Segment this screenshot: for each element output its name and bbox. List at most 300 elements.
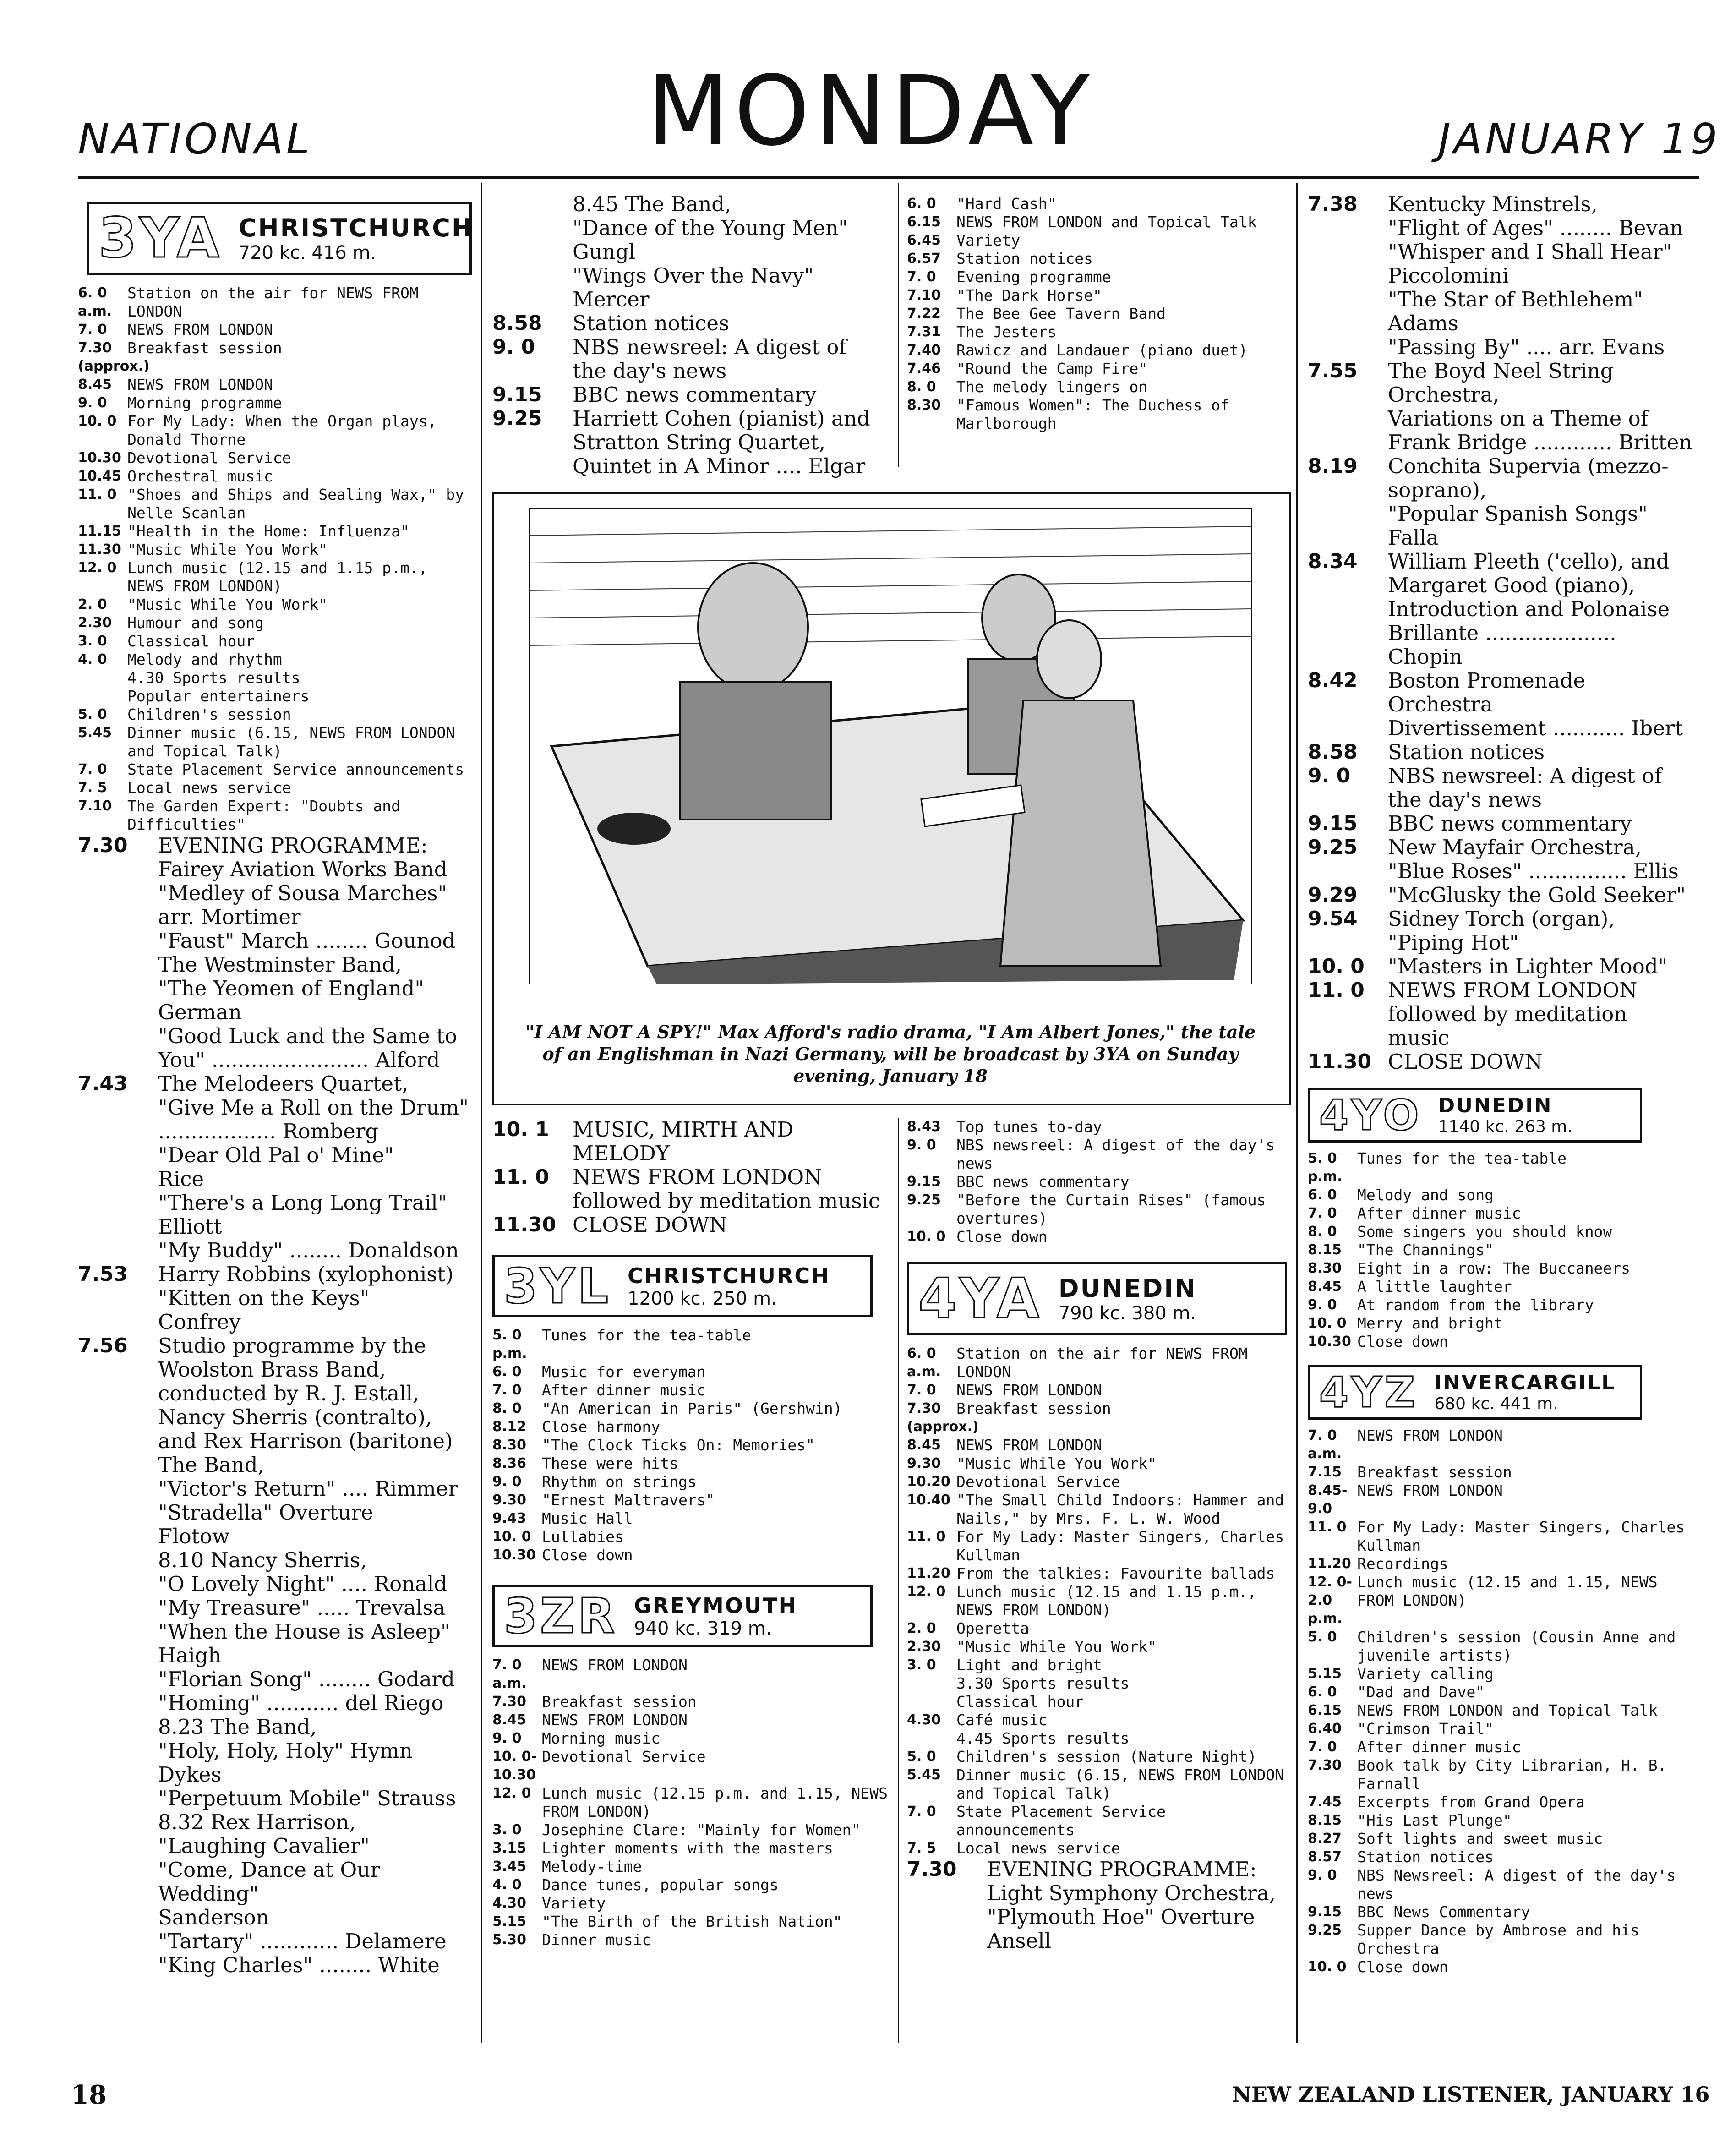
station-3ya-call: 3YA (98, 206, 222, 270)
3ya-evening-title: Flotow (158, 1524, 230, 1548)
4ya-program-item (907, 1711, 1287, 1729)
3yl-late-item (907, 1191, 1287, 1228)
station-4yo-freq: 1140 kc. 263 m. (1438, 1117, 1572, 1136)
4yz-program-title: Book talk by City Librarian, H. B. Farnall (1357, 1756, 1667, 1793)
4ya-continued-time: 8.42 (1308, 669, 1358, 692)
3ya-evening-time (78, 1501, 158, 1525)
3ya-evening-title: Dykes (158, 1762, 222, 1787)
4yo-program-time: 5. 0 p.m. (1308, 1150, 1343, 1185)
4ya-evening-title: EVENING PROGRAMME: (987, 1857, 1257, 1881)
3zr-program-item (492, 1931, 891, 1949)
4ya-evening-time (907, 1905, 987, 1929)
4ya-continued-item (1308, 216, 1695, 240)
3ya-evening-title: EVENING PROGRAMME: (158, 833, 428, 858)
3ya-evening-time (78, 905, 158, 929)
3ya-program-title: "Health in the Home: Influenza" (127, 522, 409, 540)
3ya-program-title: "Music While You Work" (127, 596, 328, 613)
station-4yo-box (1308, 1088, 1642, 1143)
4ya-program-title: "Music While You Work" (956, 1638, 1157, 1656)
3zr-program-title: Morning music (542, 1729, 661, 1747)
3ya-program-title: Melody and rhythm (127, 651, 282, 668)
4yo-program-item (1308, 1241, 1695, 1259)
station-4yo-call: 4YO (1319, 1090, 1422, 1140)
3ya-program-time: 11. 0 (78, 487, 117, 503)
3ya-program-title: Orchestral music (127, 467, 273, 485)
4ya-program-title: Station on the air for NEWS FROM LONDON (956, 1345, 1248, 1381)
3ya-evening-item (78, 1787, 472, 1810)
divider-2 (898, 183, 899, 467)
4ya-program-item (907, 1729, 1287, 1748)
3ya-program-time: 7. 0 (78, 761, 107, 777)
4ya-program-item (907, 1766, 1287, 1803)
4ya-continued-time: 9.54 (1308, 907, 1358, 930)
3ya-evening-time (78, 881, 158, 905)
3yl-evening-item (907, 213, 1287, 231)
3zr-program-item (492, 1839, 891, 1858)
4yo-program-title: Close down (1357, 1333, 1448, 1350)
4ya-continued-item (1308, 907, 1695, 931)
3ya-evening-title: 8.10 Nancy Sherris, (158, 1548, 367, 1572)
3ya-evening-title: Elliott (158, 1214, 222, 1239)
3ya-program-time: 4. 0 (78, 651, 107, 667)
4yz-program-time: 9. 0 (1308, 1867, 1337, 1883)
4ya-program-item (907, 1491, 1287, 1528)
3ya-program-time: 7. 0 (78, 322, 107, 338)
4ya-program-time: 7. 0 (907, 1382, 936, 1398)
4ya-continued-time (1308, 931, 1388, 955)
4ya-continued-item (1308, 764, 1695, 812)
4ya-continued-title: Kentucky Minstrels, (1388, 192, 1598, 216)
4ya-continued-time (1308, 216, 1388, 240)
3yl-late-time: 10. 0 (907, 1229, 946, 1245)
3ya-evening-item (78, 1667, 472, 1691)
3yl-late-time: 9.15 (907, 1174, 941, 1190)
3yl-program-item (492, 1381, 891, 1400)
3ya-program-title: Popular entertainers (127, 687, 310, 705)
4ya-program-item (907, 1345, 1287, 1381)
3ya-program-time: 7. 5 (78, 780, 107, 796)
3zr-program-title: NEWS FROM LONDON (542, 1711, 688, 1729)
3ya-continued-time (492, 288, 573, 312)
4ya-continued-item (1308, 454, 1695, 502)
3yl-late-item (907, 1118, 1287, 1136)
4yz-program-time: 7.30 (1308, 1757, 1342, 1773)
3zr-program-title: Variety (542, 1894, 606, 1912)
3yl-program-time: 9.30 (492, 1492, 527, 1508)
3zr-program-time: 4.30 (492, 1895, 527, 1911)
4ya-program-time: 7. 0 (907, 1804, 936, 1820)
3ya-evening-item (78, 1596, 472, 1620)
3yl-evening-time: 6.15 (907, 214, 941, 230)
4yz-program-title: Supper Dance by Ambrose and his Orchestra (1357, 1921, 1639, 1957)
3ya-program-item (78, 724, 472, 760)
3yl-late-time: 9. 0 (907, 1137, 936, 1153)
4yz-program-title: Excerpts from Grand Opera (1357, 1793, 1585, 1811)
4ya-continued-time (1308, 526, 1388, 550)
4yo-program-time: 8.45 (1308, 1279, 1342, 1295)
4ya-continued-title: BBC news commentary (1388, 811, 1632, 836)
3ya-evening-item (78, 929, 472, 953)
station-4ya-call: 4YA (918, 1267, 1042, 1331)
3yl-program-item (492, 1491, 891, 1509)
3yl-program-title: Close harmony (542, 1418, 661, 1436)
4ya-program-item (907, 1674, 1287, 1693)
4ya-continued-time (1308, 859, 1388, 883)
4yz-program-time: 8.15 (1308, 1812, 1342, 1828)
3yl-late-title: "Before the Curtain Rises" (famous overtures) (956, 1191, 1266, 1227)
3yl-evening-item (907, 286, 1287, 305)
3ya-late-item (492, 1118, 891, 1165)
3zr-program-title: Dinner music (542, 1931, 651, 1949)
3ya-program-time (78, 687, 127, 705)
4yz-program-time: 9.15 (1308, 1904, 1342, 1920)
3ya-evening-time (78, 1167, 158, 1191)
3yl-late-item (907, 1228, 1287, 1246)
3ya-continued-title: BBC news commentary (573, 383, 817, 407)
4ya-program-title: Local news service (956, 1839, 1120, 1857)
4ya-continued-time: 8.58 (1308, 740, 1358, 764)
3yl-evening-time: 6. 0 (907, 196, 936, 212)
4yz-program-title: For My Lady: Master Singers, Charles Kullman (1357, 1518, 1685, 1554)
3ya-evening-title: 8.23 The Band, (158, 1715, 317, 1739)
4yz-program-item (1308, 1738, 1695, 1756)
3yl-evening-item (907, 360, 1287, 378)
3yl-program-item (492, 1418, 891, 1436)
4yz-program-time: 7.45 (1308, 1794, 1342, 1810)
4ya-continued-title: Conchita Supervia (mezzo-soprano), (1388, 454, 1669, 502)
3ya-evening-time (78, 1644, 158, 1667)
3ya-evening-item (78, 1763, 472, 1787)
4ya-program-item (907, 1583, 1287, 1619)
4yz-program-time: 6.40 (1308, 1721, 1342, 1737)
3ya-evening-item (78, 1334, 472, 1453)
4yz-program-title: "Crimson Trail" (1357, 1720, 1494, 1738)
3ya-evening-item (78, 1834, 472, 1858)
3ya-program-item (78, 632, 472, 651)
3ya-evening-item (78, 1906, 472, 1930)
3yl-evening-item (907, 378, 1287, 396)
3ya-evening-time (78, 1239, 158, 1263)
4ya-evening-item (907, 1858, 1287, 1881)
4ya-continued-time: 8.19 (1308, 454, 1358, 478)
3ya-evening-item (78, 1215, 472, 1239)
4ya-continued-item (1308, 931, 1695, 955)
3ya-continued-title: Station notices (573, 311, 730, 335)
4ya-program-time: 8.45 (907, 1437, 941, 1453)
3yl-late-title: BBC news commentary (956, 1173, 1130, 1191)
3zr-program-title: Breakfast session (542, 1693, 697, 1711)
3ya-evening-item (78, 1620, 472, 1644)
3ya-program-time: 8.45 (78, 377, 112, 393)
4ya-program-time: 10.20 (907, 1474, 950, 1490)
3ya-continued-item (492, 264, 886, 288)
4ya-program-title: For My Lady: Master Singers, Charles Kullman (956, 1528, 1284, 1564)
3ya-evening-item (78, 1143, 472, 1167)
3yl-program-title: Tunes for the tea-table (542, 1326, 751, 1344)
3ya-continued-title: NBS newsreel: A digest of the day's news (573, 335, 847, 383)
station-3yl-city: CHRISTCHURCH (628, 1263, 830, 1288)
3ya-program-time: 7.10 (78, 798, 112, 814)
3ya-evening-time (78, 929, 158, 953)
4ya-continued-title: Sidney Torch (organ), (1388, 907, 1615, 931)
4ya-continued-item (1308, 716, 1695, 740)
3yl-program-title: After dinner music (542, 1381, 706, 1399)
3ya-continued-item (492, 335, 886, 383)
3ya-evening-title: "Medley of Sousa Marches" (158, 881, 448, 905)
3ya-program-item (78, 339, 472, 376)
4ya-continued-item (1308, 335, 1695, 359)
4yo-program-item (1308, 1223, 1695, 1241)
3yl-late-time: 8.43 (907, 1119, 941, 1135)
3ya-evening-title: "Faust" March ........ Gounod (158, 929, 456, 953)
4ya-program-time: 6. 0 a.m. (907, 1345, 941, 1380)
4ya-continued-item (1308, 859, 1695, 883)
station-3ya-city: CHRISTCHURCH (238, 213, 474, 242)
4yz-program-item (1308, 1683, 1695, 1701)
4ya-continued-time (1308, 288, 1388, 312)
3yl-program-item (492, 1473, 891, 1491)
station-3yl-call: 3YL (504, 1258, 611, 1314)
3ya-program-item (78, 596, 472, 614)
3ya-evening-title: "King Charles" ........ White (158, 1953, 440, 1977)
3ya-evening-title: "Laughing Cavalier" (158, 1834, 370, 1858)
3yl-evening-time: 7.40 (907, 342, 941, 358)
3ya-evening-title: "Holy, Holy, Holy" Hymn (158, 1739, 413, 1763)
3yl-program-time: 8.12 (492, 1419, 527, 1435)
3yl-late-item (907, 1136, 1287, 1173)
3ya-program-title: Morning programme (127, 394, 282, 412)
4yz-program-item (1308, 1756, 1695, 1793)
3ya-program-title: Lunch music (12.15 and 1.15 p.m., NEWS FROM LONDON) (127, 559, 428, 595)
3ya-evening-title: "Come, Dance at Our Wedding" (158, 1858, 380, 1906)
3ya-evening-title: "My Buddy" ........ Donaldson (158, 1238, 459, 1263)
4yz-program-time: 9.25 (1308, 1922, 1342, 1938)
3yl-program-item (492, 1454, 891, 1473)
4yz-program-title: Children's session (Cousin Anne and juvenile artists) (1357, 1628, 1676, 1664)
3yl-evening-item (907, 268, 1287, 286)
3ya-continued-title: 8.45 The Band, (573, 192, 732, 216)
4yz-program-title: Lunch music (12.15 and 1.15, NEWS FROM LONDON) (1357, 1573, 1658, 1609)
4ya-program-title: 3.30 Sports results (956, 1674, 1130, 1692)
4yo-program-time: 8.15 (1308, 1242, 1342, 1258)
3ya-continued-title: "Wings Over the Navy" (573, 263, 814, 288)
3ya-program-item (78, 687, 472, 705)
4yz-program-time: 8.27 (1308, 1831, 1342, 1847)
4yz-program-item (1308, 1573, 1695, 1628)
4ya-continued-title: "Masters in Lighter Mood" (1388, 954, 1668, 979)
4ya-continued-time (1308, 240, 1388, 264)
3ya-evening-item (78, 905, 472, 929)
4yz-program-time: 10. 0 (1308, 1959, 1347, 1975)
3yl-evening-title: NEWS FROM LONDON and Topical Talk (956, 213, 1257, 231)
3ya-evening-title: "Homing" ........... del Riego (158, 1691, 444, 1715)
4ya-continued-title: "McGlusky the Gold Seeker" (1388, 883, 1686, 907)
3ya-continued-item (492, 192, 886, 216)
4ya-continued-time: 10. 0 (1308, 955, 1365, 978)
3yl-evening-time: 7.10 (907, 287, 941, 303)
4ya-program-time: 7. 5 (907, 1840, 936, 1856)
4yz-program-item (1308, 1482, 1695, 1518)
3ya-program-title: Humour and song (127, 614, 264, 632)
3ya-program-item (78, 376, 472, 394)
3ya-late-time: 11.30 (492, 1213, 557, 1236)
footer-credit: NEW ZEALAND LISTENER, JANUARY 16 (1232, 2082, 1710, 2107)
divider-4 (898, 1118, 899, 2043)
3ya-program-item (78, 284, 472, 321)
station-4ya-city: DUNEDIN (1058, 1274, 1197, 1303)
3ya-program-title: Dinner music (6.15, NEWS FROM LONDON and Topical Talk) (127, 724, 455, 760)
3ya-program-time: 2. 0 (78, 596, 107, 612)
3zr-program-title: "The Birth of the British Nation" (542, 1913, 842, 1930)
column-4 (1308, 192, 1695, 1976)
3ya-evening-time (78, 1667, 158, 1691)
3ya-evening-title: German (158, 1000, 242, 1024)
4ya-continued-item (1308, 312, 1695, 335)
4ya-continued-item (1308, 669, 1695, 716)
3yl-evening-time: 7.46 (907, 361, 941, 377)
3ya-continued-item (492, 407, 886, 478)
3zr-program-title: Melody-time (542, 1858, 642, 1875)
4yz-program-title: BBC News Commentary (1357, 1903, 1530, 1921)
3yl-program-title: Close down (542, 1546, 633, 1564)
station-3yl-freq: 1200 kc. 250 m. (628, 1288, 777, 1309)
3ya-evening-time (78, 1286, 158, 1310)
4yz-program-time: 5.15 (1308, 1666, 1342, 1682)
3ya-program-title: 4.30 Sports results (127, 669, 300, 687)
3yl-late-title: Top tunes to-day (956, 1118, 1102, 1136)
3ya-program-title: Local news service (127, 779, 291, 797)
4ya-program-time: 2. 0 (907, 1620, 936, 1636)
4ya-continued-title: Station notices (1388, 740, 1545, 764)
3ya-evening-item (78, 1191, 472, 1215)
3yl-program-item (492, 1363, 891, 1381)
4ya-continued-item (1308, 526, 1695, 550)
3ya-evening-time (78, 953, 158, 977)
3ya-continued-title: "Dance of the Young Men" (573, 216, 848, 240)
4ya-continued-item (1308, 359, 1695, 407)
4yz-program-item (1308, 1427, 1695, 1463)
3ya-evening-item (78, 1096, 472, 1143)
illustration-caption: "I AM NOT A SPY!" Max Afford's radio drama, "I Am Albert Jones," the tale of an Englishman in Nazi Germany, will be broadcast by 3YA on Sunday evening, January 18 (525, 1022, 1256, 1086)
3yl-evening-title: Station notices (956, 250, 1093, 268)
4ya-continued-title: "Whisper and I Shall Hear" (1388, 240, 1672, 264)
3ya-evening-time (78, 977, 158, 1000)
3yl-evening-title: Variety (956, 231, 1021, 249)
4ya-continued-time: 9.29 (1308, 883, 1358, 907)
4ya-evening-title: "Plymouth Hoe" Overture (987, 1905, 1255, 1929)
4ya-continued-item (1308, 883, 1695, 907)
3ya-evening-time (78, 1691, 158, 1715)
3yl-program-item (492, 1509, 891, 1528)
3ya-evening-time (78, 1215, 158, 1239)
3ya-program-time: 5.45 (78, 725, 112, 741)
4yz-program-title: NBS Newsreel: A digest of the day's news (1357, 1866, 1676, 1903)
4ya-program-title: "The Small Child Indoors: Hammer and Nails," by Mrs. F. L. W. Wood (956, 1491, 1284, 1527)
3yl-program-title: "An American in Paris" (Gershwin) (542, 1400, 842, 1417)
4yz-program-title: NEWS FROM LONDON and Topical Talk (1357, 1701, 1658, 1719)
3yl-evening-title: The Jesters (956, 323, 1057, 341)
3ya-evening-item (78, 1715, 472, 1739)
4ya-program-title: Classical hour (956, 1693, 1084, 1711)
4ya-continued-title: Falla (1388, 525, 1439, 550)
3ya-evening-time (78, 1596, 158, 1620)
3zr-program-item (492, 1784, 891, 1821)
4ya-program-item (907, 1638, 1287, 1656)
3ya-evening-time (78, 1096, 158, 1143)
3yl-program-title: "The Clock Ticks On: Memories" (542, 1436, 815, 1454)
3yl-evening-title: "Hard Cash" (956, 195, 1057, 213)
3ya-program-time: 2.30 (78, 615, 112, 631)
3ya-program-title: NEWS FROM LONDON (127, 321, 273, 339)
3yl-evening-item (907, 305, 1287, 323)
4yz-program-item (1308, 1848, 1695, 1866)
4ya-program-title: Light and bright (956, 1656, 1102, 1674)
station-3ya-box (87, 202, 472, 275)
3ya-evening-item (78, 1286, 472, 1310)
3ya-program-item (78, 651, 472, 669)
4ya-program-item (907, 1656, 1287, 1674)
station-4yz-freq: 680 kc. 441 m. (1434, 1394, 1558, 1413)
station-4yz-box (1308, 1365, 1642, 1420)
3yl-evening-title: "The Dark Horse" (956, 286, 1102, 304)
3ya-evening-time (78, 1453, 158, 1477)
column-2-top (492, 192, 886, 478)
3ya-late-title: CLOSE DOWN (573, 1213, 727, 1237)
3ya-evening-item (78, 977, 472, 1000)
3ya-evening-time (78, 1739, 158, 1763)
3ya-continued-item (492, 216, 886, 240)
3ya-evening-time: 7.53 (78, 1263, 128, 1286)
3zr-program-item (492, 1858, 891, 1876)
4ya-continued-time: 9.15 (1308, 812, 1358, 835)
3ya-evening-time (78, 1000, 158, 1024)
3ya-evening-time (78, 1572, 158, 1596)
4ya-program-item (907, 1436, 1287, 1454)
3ya-evening-title: "Dear Old Pal o' Mine" (158, 1143, 394, 1167)
3ya-late-item (492, 1165, 891, 1213)
3ya-program-time: 10. 0 (78, 413, 117, 429)
4yz-program-title: Recordings (1357, 1555, 1448, 1573)
3ya-program-item (78, 760, 472, 779)
3ya-continued-time: 9.25 (492, 407, 542, 430)
station-3zr-call: 3ZR (504, 1588, 618, 1644)
4yo-program-item (1308, 1149, 1695, 1186)
3ya-evening-time (78, 1143, 158, 1167)
4yz-program-title: Station notices (1357, 1848, 1494, 1866)
3ya-evening-item (78, 1858, 472, 1906)
4yz-program-time: 6.15 (1308, 1702, 1342, 1718)
4yz-program-item (1308, 1720, 1695, 1738)
4yz-program-time: 8.57 (1308, 1849, 1342, 1865)
4ya-continued-item (1308, 979, 1695, 1050)
3ya-evening-title: Harry Robbins (xylophonist) (158, 1262, 454, 1286)
3yl-evening-item (907, 323, 1287, 341)
4ya-program-title: NEWS FROM LONDON (956, 1381, 1102, 1399)
3ya-continued-item (492, 240, 886, 264)
3ya-program-item (78, 522, 472, 541)
4yo-program-item (1308, 1204, 1695, 1223)
4ya-continued-title: Piccolomini (1388, 263, 1509, 288)
3ya-program-title: Classical hour (127, 632, 255, 650)
4yz-program-time: 12. 0-2.0 p.m. (1308, 1574, 1352, 1627)
3zr-program-title: Lunch music (12.15 p.m. and 1.15, NEWS FROM LONDON) (542, 1784, 888, 1821)
3yl-program-time: 9. 0 (492, 1474, 522, 1490)
3ya-evening-time: 7.43 (78, 1072, 128, 1095)
4yo-program-time: 9. 0 (1308, 1297, 1337, 1313)
3yl-program-item (492, 1528, 891, 1546)
3ya-evening-time (78, 1930, 158, 1953)
3ya-evening-title: Studio programme by the Woolston Brass Band, conducted by R. J. Estall, Nancy Sherris (contralto), and Rex Harrison (baritone) (158, 1334, 453, 1453)
